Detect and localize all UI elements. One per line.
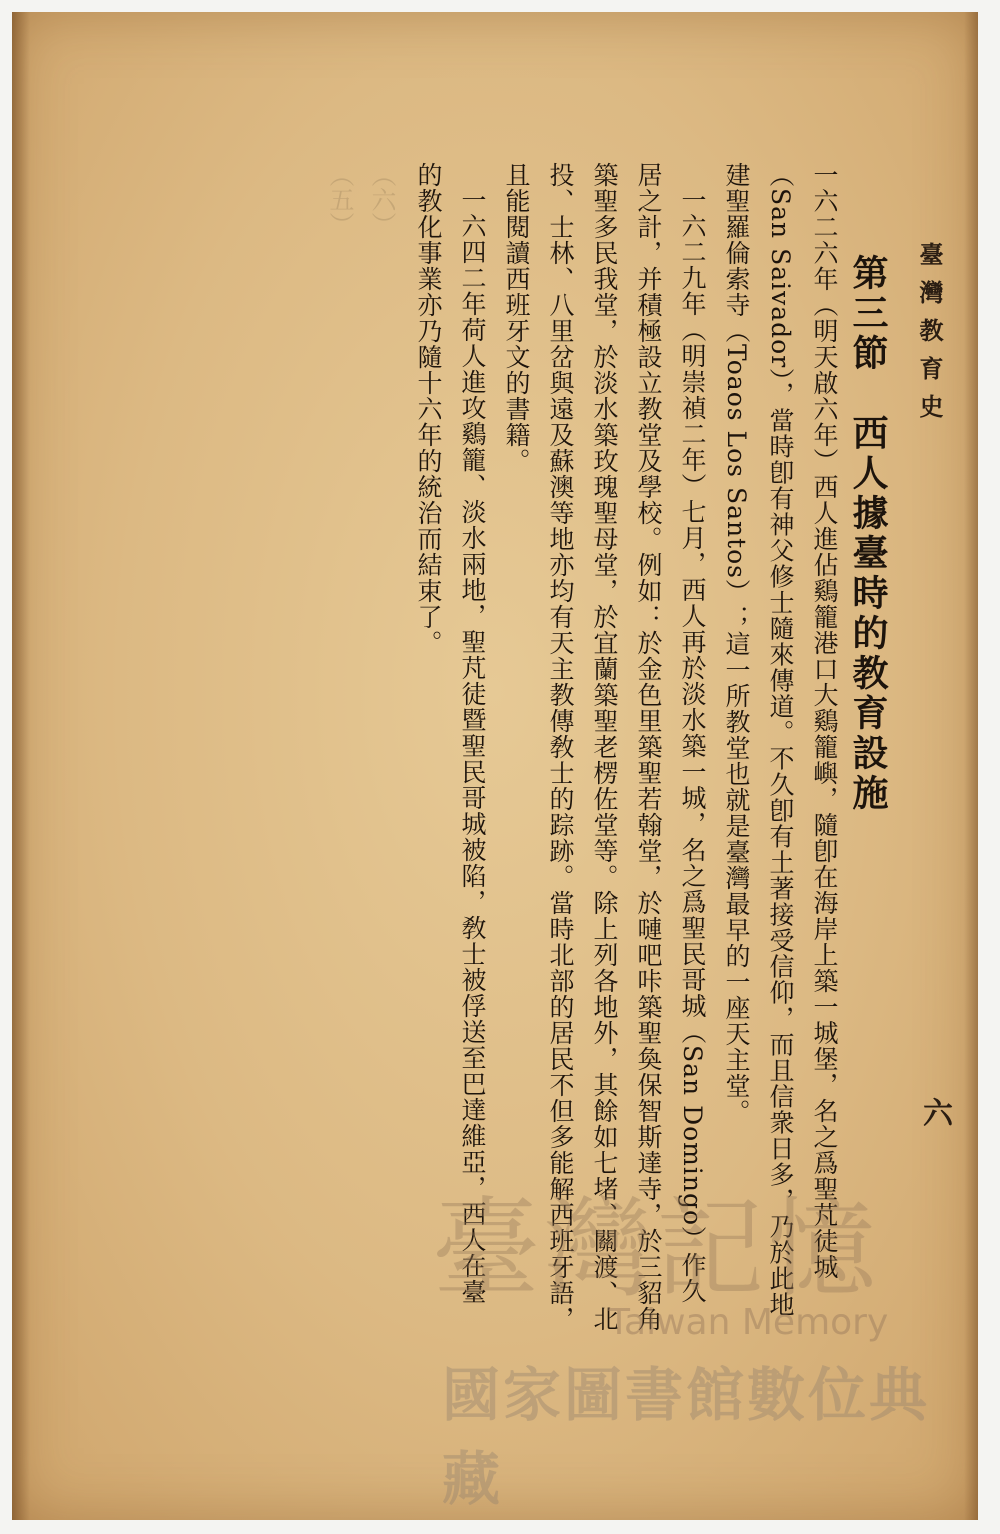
text-column: 居之計，并積極設立教堂及學校。例如：於金色里築聖若翰堂，於嗹吧咔築聖奐保智斯達寺，於三貂角 [634,162,663,1332]
page-shadow-right [964,12,978,1520]
watermark-logo: 臺灣記憶 [432,1187,881,1312]
text-column: 投、士林、八里岔與遠及蘇澳等地亦均有天主教傳敎士的踪跡。當時北部的居民不但多能解西班牙語， [546,162,575,1332]
text-column: 且能閱讀西班牙文的書籍。 [502,162,531,474]
book-page [12,12,978,1520]
text-column: 建聖羅倫索寺（Toaos Los Santos）；這一所教堂也就是臺灣最早的一座天主堂。 [722,162,751,1126]
text-column: 一六二六年（明天啟六年）西人進佔鷄籠港口大鷄籠嶼，隨卽在海岸上築一城堡，名之爲聖芃徒城 [810,162,839,1280]
section-title: 第三節 西人據臺時的教育設施 [847,254,889,814]
text-column: 一六四二年荷人進攻鷄籠、淡水兩地，聖芃徒暨聖民哥城被陷，敎士被俘送至巴達維亞，西人在臺 [458,187,487,1305]
bleed-through-text: （六） [368,162,397,625]
running-head: 臺灣教育史 [915,242,944,432]
text-column: 一六二九年（明崇禎二年）七月，西人再於淡水築一城，名之爲聖民哥城（San Domingo）作久 [678,187,707,1305]
page-shadow-left [12,12,30,1520]
text-column: （San Saivador），當時卽有神父修士隨來傳道。不久卽有土著接受信仰，而且信衆日多，乃於此地 [766,162,795,1318]
watermark-english: Taiwan Memory [608,1302,889,1343]
text-column: 的教化事業亦乃隨十六年的統治而結束了。 [414,162,443,656]
bleed-through-text: （五） [326,162,355,625]
watermark-library: 國家圖書館數位典藏 [442,1361,931,1513]
text-column: 築聖多民我堂，於淡水築玫瑰聖母堂，於宜蘭築聖老楞佐堂等。除上列各地外，其餘如七堵、關渡、北 [590,162,619,1332]
page-number: 六 [917,1097,952,1128]
